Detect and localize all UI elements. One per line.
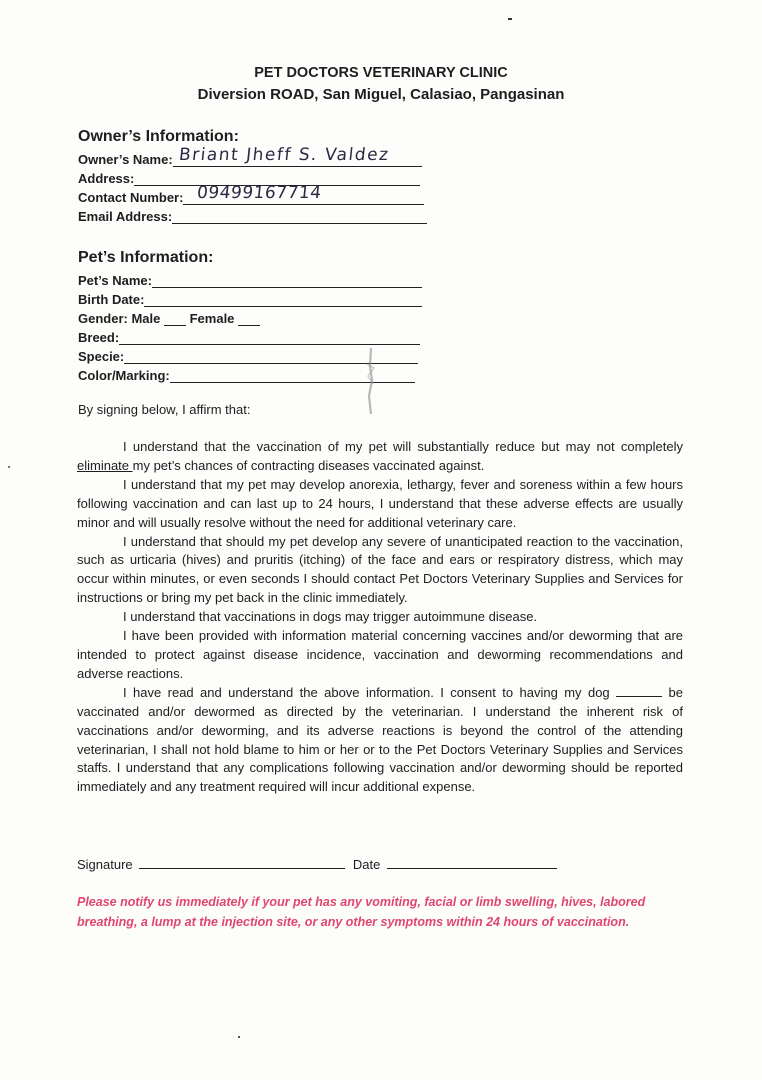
- birth-date-field: [78, 290, 422, 309]
- consent-paragraph: I have been provided with information material concerning vaccines and/or deworming that are intended to protect against disease incidence, vaccination and deworming recommendations and adverse reactions.: [77, 628, 683, 681]
- pet-info-heading: Pet’s Information:: [78, 249, 214, 266]
- owner-name-field: [78, 145, 422, 169]
- signature-row: [77, 855, 557, 872]
- paragraph-text: I have read and understand the above information. I consent to having my dog: [123, 684, 610, 700]
- consent-body: [77, 438, 683, 797]
- birth-date-line[interactable]: [144, 290, 422, 307]
- symptom-notice: Please notify us immediately if your pet has any vomiting, facial or limb swelling, hives, labored breathing, a lump at the injection site, or any other symptoms within 24 hours of vaccination.: [77, 895, 646, 929]
- email-line[interactable]: [172, 207, 427, 224]
- scan-speck: [238, 1036, 240, 1038]
- gender-field: [78, 309, 260, 328]
- paragraph-text: be vaccinated and/or dewormed as directed by the veterinarian. I understand the inherent risk of vaccinations and/or deworming, and its adverse reactions is beyond the control of the attending veterinarian, I shall not hold blame to him or her or to the Pet Doctors Veterinary Supplies and Services staffs. I understand that any complications following vaccination and/or deworming should be reported immediately and any treatment required will incur additional expense.: [77, 684, 683, 795]
- signature-line[interactable]: [139, 855, 345, 869]
- pet-name-field: [78, 271, 422, 290]
- affirm-intro: By signing below, I affirm that:: [78, 402, 251, 417]
- clinic-header: [0, 62, 762, 106]
- gender-male-line[interactable]: [164, 309, 186, 326]
- consent-paragraph: I understand that vaccinations in dogs may trigger autoimmune disease.: [123, 609, 538, 625]
- paragraph-text: my pet’s chances of contracting diseases vaccinated against.: [132, 457, 485, 473]
- specie-label: Specie:: [78, 349, 125, 364]
- date-label: Date: [352, 857, 381, 872]
- pet-name-line[interactable]: [152, 271, 422, 288]
- dog-name-blank[interactable]: [616, 685, 662, 697]
- color-marking-label: Color/Marking:: [78, 368, 170, 383]
- email-label: Email Address:: [78, 209, 173, 224]
- clinic-name: PET DOCTORS VETERINARY CLINIC: [254, 65, 508, 81]
- email-field: [78, 207, 427, 226]
- gender-male-label: Gender: Male: [78, 311, 161, 326]
- consent-paragraph: [77, 684, 683, 797]
- breed-field: [78, 328, 420, 347]
- pencil-smudge: [362, 346, 380, 416]
- clinic-address: Diversion ROAD, San Miguel, Calasiao, Pangasinan: [197, 86, 565, 103]
- owner-name-handwriting: Briant Jheff S. Valdez: [177, 145, 391, 165]
- owner-name-label: Owner’s Name:: [78, 152, 173, 167]
- breed-line[interactable]: [119, 328, 420, 345]
- signature-label: Signature: [77, 857, 133, 872]
- gender-female-line[interactable]: [238, 309, 260, 326]
- contact-number-handwriting: 09499167714: [196, 183, 323, 203]
- gender-female-label: Female: [189, 311, 235, 326]
- owner-name-line[interactable]: [173, 145, 422, 167]
- consent-paragraph: I understand that should my pet develop any severe of unanticipated reaction to the vaccination, such as urticaria (hives) and pruritis (itching) of the face and ears or respiratory distress, which may occur within minutes, or even seconds I should contact Pet Doctors Veterinary Supplies and Services for instructions or bring my pet back in the clinic immediately.: [77, 533, 683, 606]
- birth-date-label: Birth Date:: [78, 292, 145, 307]
- scan-speck: [8, 466, 10, 468]
- contact-number-label: Contact Number:: [78, 190, 184, 205]
- date-line[interactable]: [387, 855, 557, 869]
- consent-paragraph: [77, 438, 683, 476]
- paragraph-text: I understand that the vaccination of my pet will substantially reduce but may not completely: [123, 439, 683, 454]
- contact-number-field: [78, 183, 424, 207]
- address-label: Address:: [78, 171, 135, 186]
- consent-paragraph: I understand that my pet may develop anorexia, lethargy, fever and soreness within a few hours following vaccination and can last up to 24 hours, I understand that these adverse effects are usually minor and will usually resolve without the need for additional veterinary care.: [77, 476, 683, 530]
- owner-info-heading: Owner’s Information:: [78, 128, 239, 145]
- scan-speck: [508, 18, 512, 20]
- pet-name-label: Pet’s Name:: [78, 273, 152, 288]
- underlined-word: eliminate: [77, 457, 133, 473]
- contact-number-line[interactable]: [183, 183, 424, 205]
- breed-label: Breed:: [78, 330, 120, 345]
